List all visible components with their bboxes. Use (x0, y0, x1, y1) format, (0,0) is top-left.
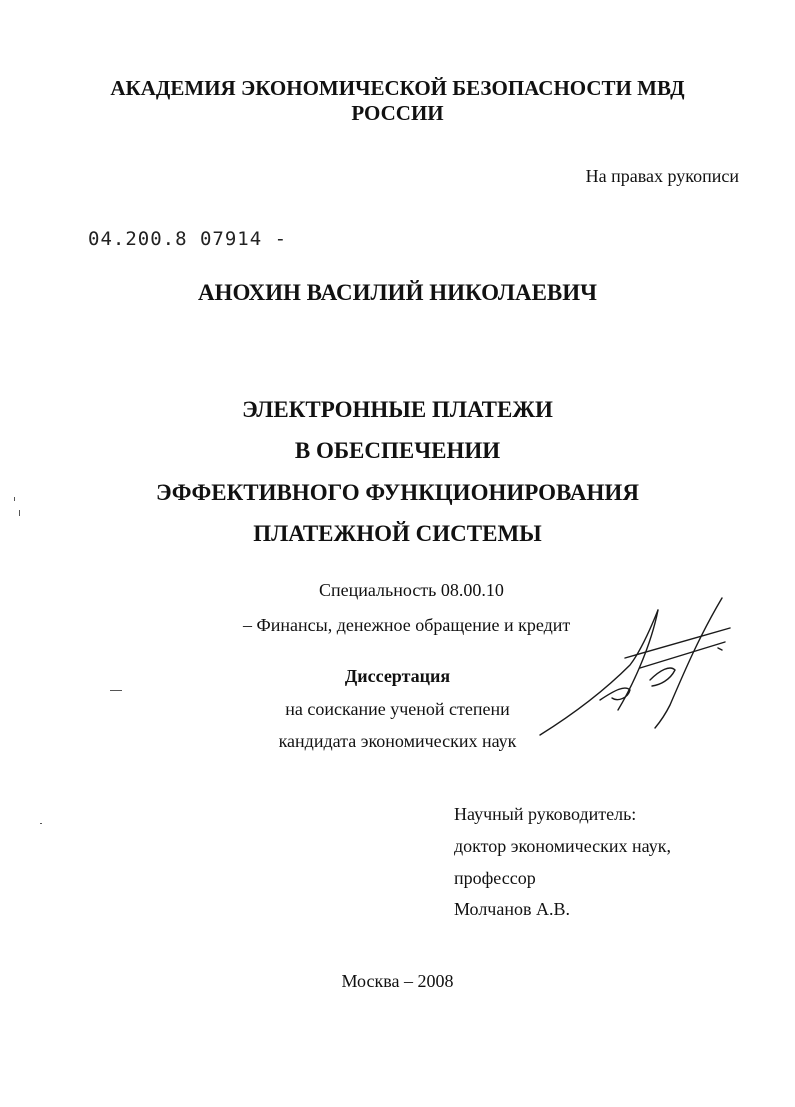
supervisor-degree: доктор экономических наук, (454, 836, 671, 856)
rights-note: На правах рукописи (585, 166, 739, 186)
scan-speck (40, 823, 42, 824)
title-line-2: В ОБЕСПЕЧЕНИИ (294, 438, 501, 463)
degree-line-1: на соискание ученой степени (285, 699, 510, 719)
city-year: Москва – 2008 (341, 971, 454, 991)
scan-speck (19, 510, 20, 516)
title-line-1: ЭЛЕКТРОННЫЕ ПЛАТЕЖИ (242, 397, 553, 422)
supervisor-label: Научный руководитель: (454, 804, 637, 824)
signature-mark (500, 590, 740, 750)
registration-number-stamp: 04.200.8 07914 - (88, 228, 288, 250)
supervisor-rank: профессор (454, 868, 536, 888)
specialty-name: – Финансы, денежное обращение и кредит (243, 615, 571, 635)
supervisor-name: Молчанов А.В. (454, 899, 570, 919)
specialty-code: Специальность 08.00.10 (319, 580, 504, 600)
institution-line: АКАДЕМИЯ ЭКОНОМИЧЕСКОЙ БЕЗОПАСНОСТИ МВД РОССИИ (110, 76, 685, 125)
degree-line-2: кандидата экономических наук (278, 731, 517, 751)
dissertation-label: Диссертация (344, 666, 451, 686)
scan-speck (110, 690, 122, 691)
title-line-3: ЭФФЕКТИВНОГО ФУНКЦИОНИРОВАНИЯ (156, 480, 639, 505)
author-name: АНОХИН ВАСИЛИЙ НИКОЛАЕВИЧ (197, 280, 598, 305)
title-line-4: ПЛАТЕЖНОЙ СИСТЕМЫ (253, 521, 542, 546)
scan-speck (14, 497, 15, 501)
institution-name (0, 76, 795, 126)
